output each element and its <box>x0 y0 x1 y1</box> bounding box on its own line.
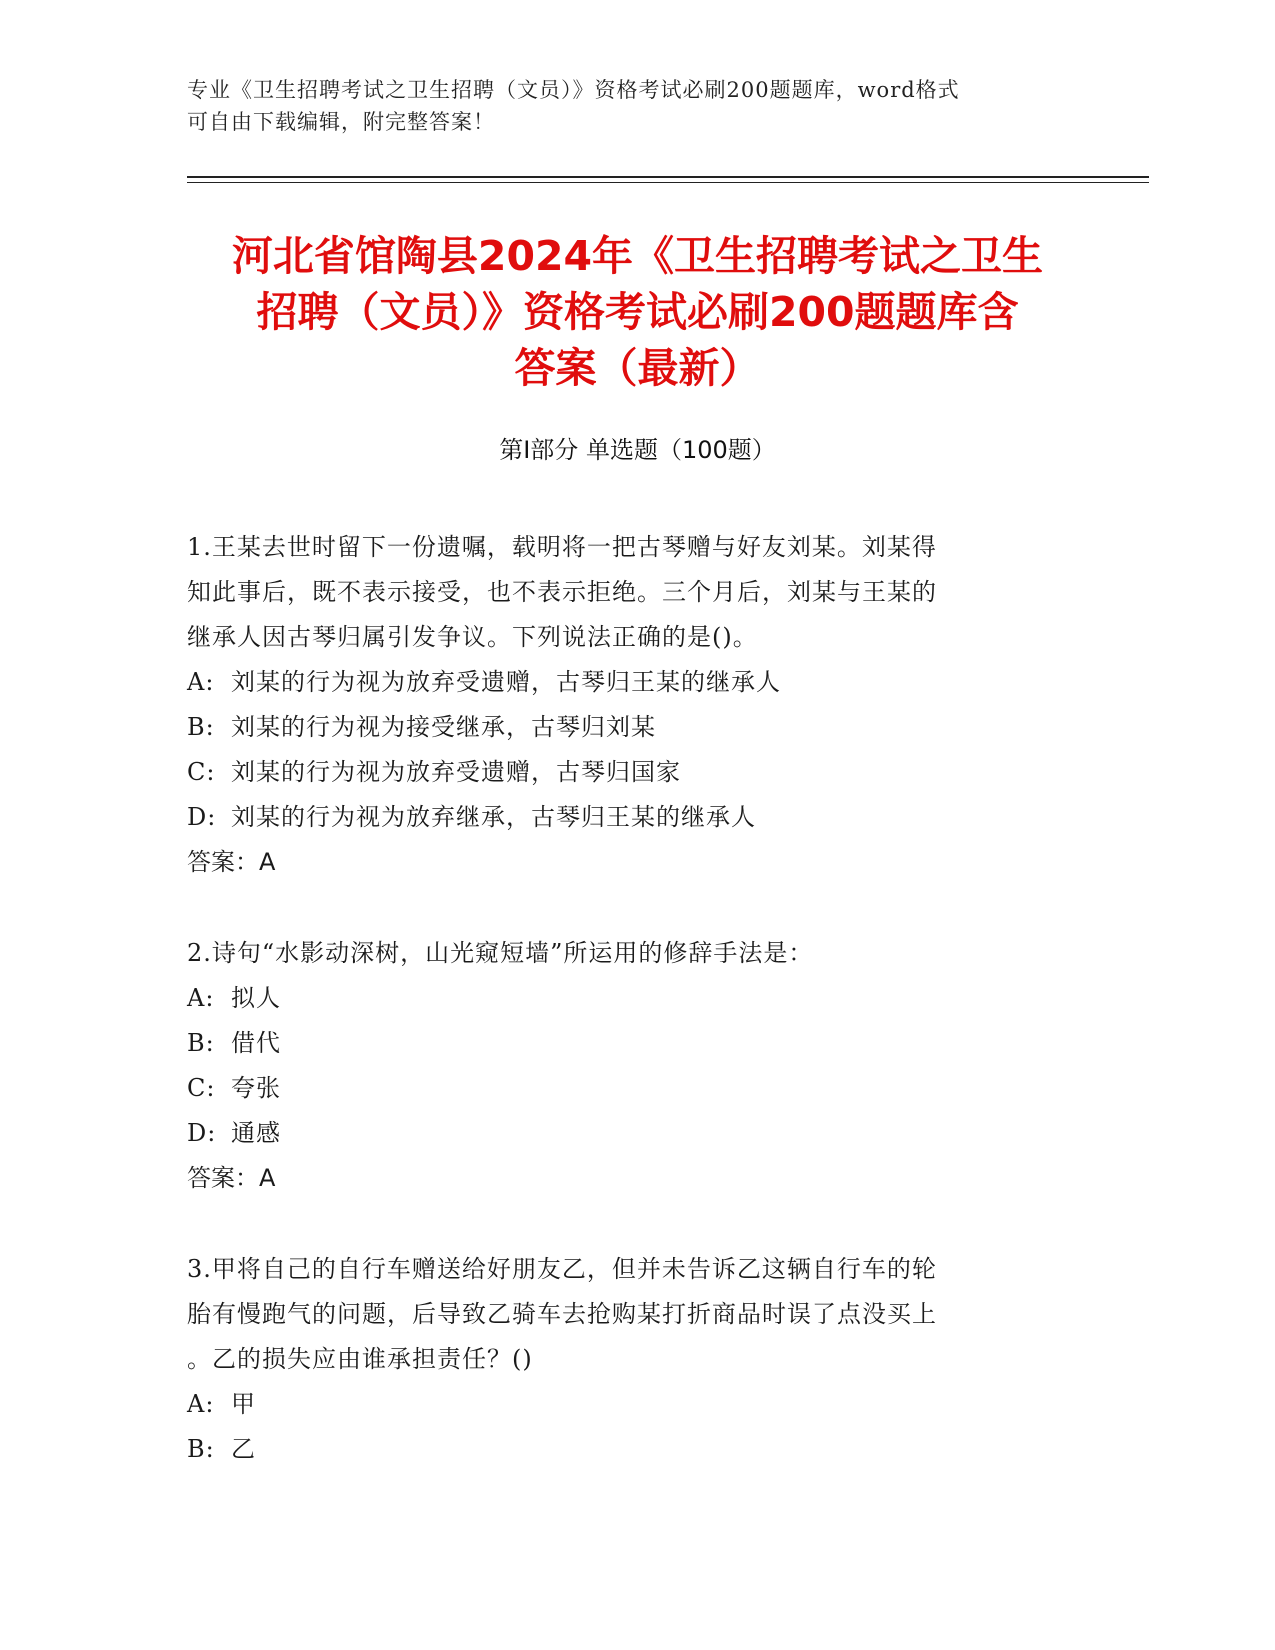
header-rule-thick <box>187 176 1149 178</box>
question-3-option-a <box>187 1382 1067 1427</box>
question-list <box>187 525 1067 1518</box>
question-3-option-b <box>187 1427 1067 1472</box>
question-1-stem-line: 知此事后，既不表示接受，也不表示拒绝。三个月后，刘某与王某的 <box>187 578 937 606</box>
question-3 <box>187 1247 1067 1472</box>
question-1-answer: 答案：A <box>187 848 276 876</box>
option-text: 刘某的行为视为放弃受遗赠，古琴归王某的继承人 <box>231 668 781 696</box>
question-2-answer: 答案：A <box>187 1164 276 1192</box>
question-3-stem-line: 胎有慢跑气的问题，后导致乙骑车去抢购某打折商品时误了点没买上 <box>187 1300 937 1328</box>
option-key: C: <box>187 758 216 786</box>
section-title: 第Ⅰ部分 单选题（100题） <box>499 436 776 464</box>
option-text: 通感 <box>231 1119 281 1147</box>
option-text: 借代 <box>231 1029 281 1057</box>
option-key: B: <box>187 1435 215 1463</box>
option-key: A: <box>187 668 215 696</box>
question-1-option-b <box>187 705 1067 750</box>
document-title <box>180 228 1095 396</box>
question-2-stem-line: 2.诗句“水影动深树，山光窥短墙”所运用的修辞手法是： <box>187 939 814 967</box>
header-rule-thin <box>187 182 1149 183</box>
option-text: 甲 <box>231 1390 256 1418</box>
question-2 <box>187 931 1067 1201</box>
header-note-line-2: 可自由下载编辑，附完整答案！ <box>187 110 495 134</box>
option-text: 刘某的行为视为接受继承，古琴归刘某 <box>231 713 656 741</box>
question-1-stem-line: 继承人因古琴归属引发争议。下列说法正确的是()。 <box>187 623 758 651</box>
question-2-option-d <box>187 1111 1067 1156</box>
question-2-option-a <box>187 976 1067 1021</box>
question-1-option-a <box>187 660 1067 705</box>
question-2-option-b <box>187 1021 1067 1066</box>
header-note-line-1: 专业《卫生招聘考试之卫生招聘（文员）》资格考试必刷200题题库，word格式 <box>187 78 960 102</box>
option-text: 夸张 <box>231 1074 281 1102</box>
option-text: 拟人 <box>231 984 281 1012</box>
option-key: A: <box>187 1390 215 1418</box>
option-text: 乙 <box>231 1435 256 1463</box>
question-3-stem-line: 。乙的损失应由谁承担责任？() <box>187 1345 533 1373</box>
option-key: D: <box>187 803 217 831</box>
document-title-line-3: 答案（最新） <box>514 344 761 392</box>
question-2-option-c <box>187 1066 1067 1111</box>
option-key: D: <box>187 1119 217 1147</box>
question-3-stem-line: 3.甲将自己的自行车赠送给好朋友乙，但并未告诉乙这辆自行车的轮 <box>187 1255 937 1283</box>
option-text: 刘某的行为视为放弃继承，古琴归王某的继承人 <box>231 803 756 831</box>
question-1-option-d <box>187 795 1067 840</box>
option-key: B: <box>187 713 215 741</box>
option-key: B: <box>187 1029 215 1057</box>
option-key: A: <box>187 984 215 1012</box>
option-text: 刘某的行为视为放弃受遗赠，古琴归国家 <box>231 758 681 786</box>
document-title-line-2: 招聘（文员）》资格考试必刷200题题库含 <box>256 288 1019 336</box>
question-1-stem-line: 1.王某去世时留下一份遗嘱，载明将一把古琴赠与好友刘某。刘某得 <box>187 533 937 561</box>
document-title-line-1: 河北省馆陶县2024年《卫生招聘考试之卫生 <box>231 232 1044 280</box>
question-1-option-c <box>187 750 1067 795</box>
header-note <box>187 74 1067 138</box>
question-1 <box>187 525 1067 885</box>
option-key: C: <box>187 1074 216 1102</box>
